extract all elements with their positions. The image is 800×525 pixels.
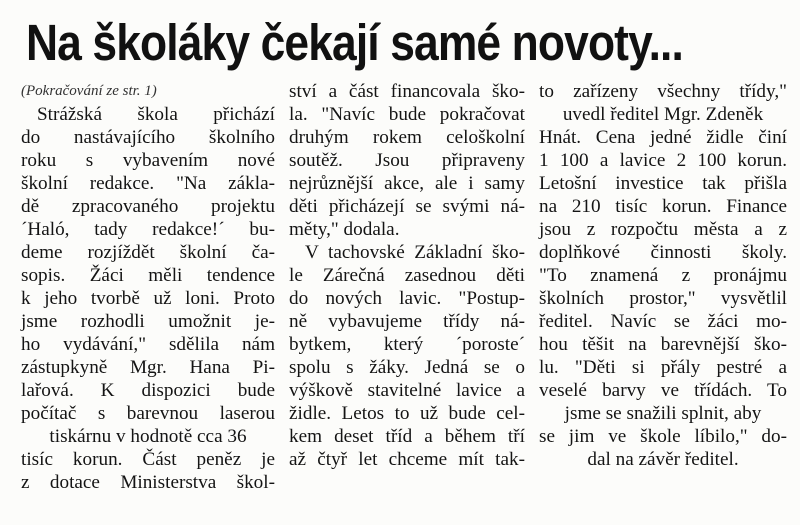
text-line: nejrůznější akce, ale i samy (289, 173, 525, 194)
text-line: děti přicházejí se svými ná- (289, 196, 525, 217)
text-line: la. "Navíc bude pokračovat (289, 104, 525, 125)
text-line: deme rozjíždět školní ča- (21, 242, 275, 263)
text-line: ´Haló, tady redakce!´ bu- (21, 219, 275, 240)
article-column-3 (539, 80, 787, 520)
text-line: výškově stavitelné lavice a (289, 380, 525, 401)
text-line: to zařízeny všechny třídy," (539, 81, 787, 102)
text-line: ředitel. Navíc se žáci mo- (539, 311, 787, 332)
text-line: lařová. K dispozici bude (21, 380, 275, 401)
text-line: veselé barvy ve třídách. To (539, 380, 787, 401)
text-line: k jeho tvorbě už loni. Proto (21, 288, 275, 309)
text-line: dě zpracovaného projektu (21, 196, 275, 217)
text-line: ně vybavujeme třídy ná- (289, 311, 525, 332)
text-line: kem deset tříd a během tří (289, 426, 525, 447)
text-line: měty," dodala. (289, 219, 400, 240)
headline: Na školáky čekají samé novoty... (26, 14, 683, 71)
text-line: "To znamená z pronájmu (539, 265, 787, 286)
text-line: druhým rokem celoškolní (289, 127, 525, 148)
text-line: se jim ve škole líbilo," do- (539, 426, 787, 447)
text-line: školních prostor," vysvětlil (539, 288, 787, 309)
text-line: Letošní investice tak přišla (539, 173, 787, 194)
text-line: 1 100 a lavice 2 100 korun. (539, 150, 787, 171)
text-line: na 210 tisíc korun. Finance (539, 196, 787, 217)
text-line: z dotace Ministerstva škol- (21, 472, 275, 493)
text-line: V tachovské Základní ško- (305, 242, 525, 263)
text-line: do nastávajícího školního (21, 127, 275, 148)
text-line: roku s vybavením nové (21, 150, 275, 171)
text-line: jsme se snažili splnit, aby (564, 403, 762, 424)
text-line: spolu s žáky. Jedná se o (289, 357, 525, 378)
text-line: do nových lavic. "Postup- (289, 288, 525, 309)
text-line: dal na závěr ředitel. (587, 449, 739, 470)
text-line: soutěž. Jsou připraveny (289, 150, 525, 171)
article-column-1 (21, 80, 275, 520)
text-line: bytkem, který ´poroste´ (289, 334, 525, 355)
continuation-note: (Pokračování ze str. 1) (21, 83, 157, 99)
text-line: zástupkyně Mgr. Hana Pi- (21, 357, 275, 378)
text-line: le Zárečná zasednou děti (289, 265, 525, 286)
text-line: židle. Letos to už bude cel- (289, 403, 525, 424)
text-line: jsme rozhodli umožnit je- (21, 311, 275, 332)
text-line: až čtyř let chceme mít tak- (289, 449, 525, 470)
text-line: doplňkové činnosti školy. (539, 242, 787, 263)
article-column-2 (289, 80, 525, 520)
text-line: ho vydávání," sdělila nám (21, 334, 275, 355)
text-line: jsou z rozpočtu města a z (539, 219, 787, 240)
text-line: hou těšit na barevnější ško- (539, 334, 787, 355)
text-line: sopis. Žáci měli tendence (21, 265, 275, 286)
text-line: lu. "Děti si přály pestré a (539, 357, 787, 378)
text-line: tisíc korun. Část peněz je (21, 449, 275, 470)
text-line: Hnát. Cena jedné židle činí (539, 127, 787, 148)
text-line: Strážská škola přichází (37, 104, 275, 125)
text-line: tiskárnu v hodnotě cca 36 (49, 426, 247, 447)
text-line: uvedl ředitel Mgr. Zdeněk (562, 104, 764, 125)
text-line: školní redakce. "Na zákla- (21, 173, 275, 194)
text-line: ství a část financovala ško- (289, 81, 525, 102)
text-line: počítač s barevnou laserou (21, 403, 275, 424)
